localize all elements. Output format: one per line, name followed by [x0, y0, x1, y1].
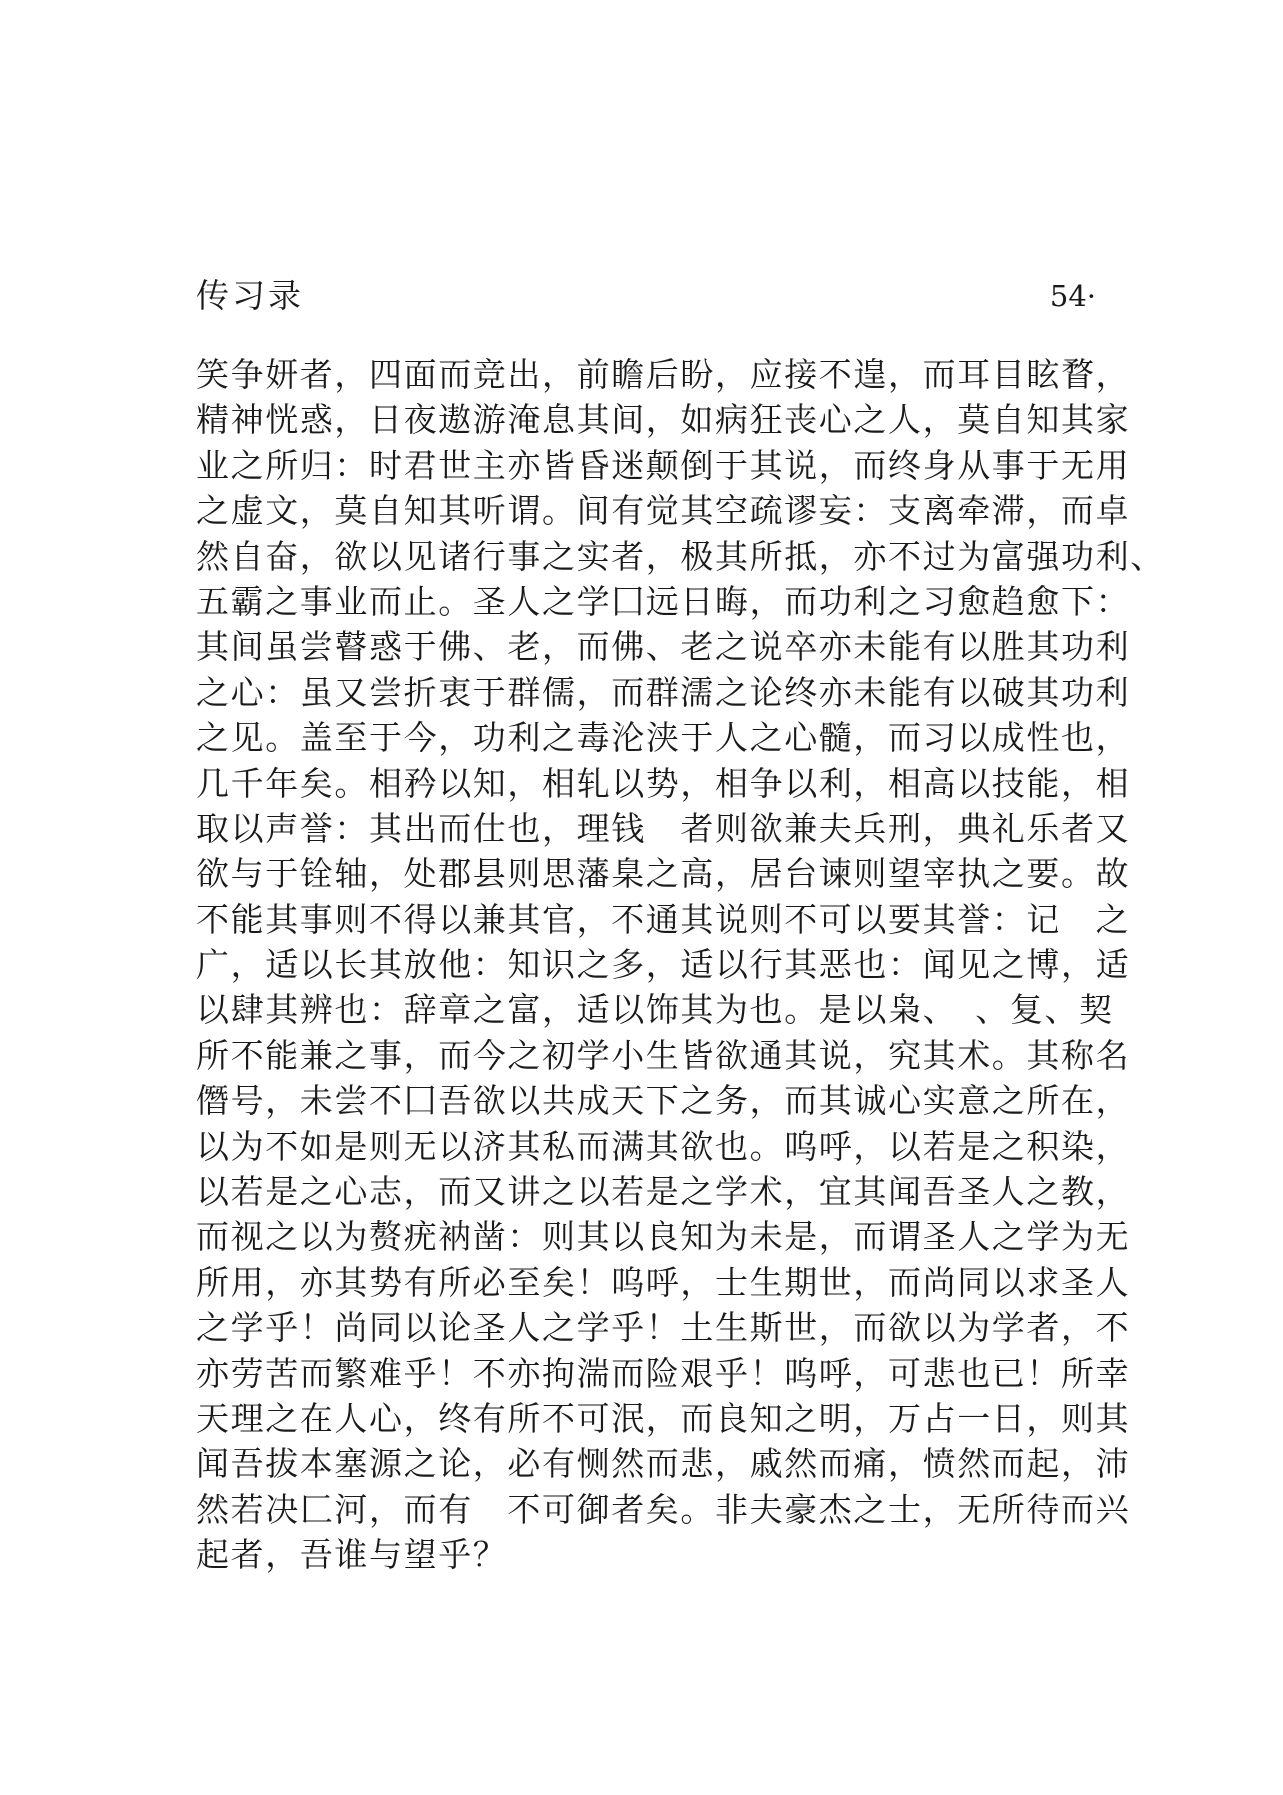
text-line: 所用，亦其势有所必至矣！呜呼，士生期世，而尚同以求圣人 [196, 1262, 1131, 1302]
text-line: 天理之在人心，终有所不可泯，而良知之明，万占一日，则其 [196, 1398, 1131, 1438]
text-line: 欲与于铨轴，处郡县则思藩臬之高，居台谏则望宰执之要。故 [196, 854, 1131, 894]
text-line: 之学乎！尚同以论圣人之学乎！土生斯世，而欲以为学者，不 [196, 1308, 1131, 1348]
body-text [196, 352, 1165, 1578]
text-line: 亦劳苦而繁难乎！不亦拘湍而险艰乎！呜呼，可悲也已！所幸 [196, 1353, 1131, 1393]
text-line: 僭号，未尝不囗吾欲以共成天下之务，而其诚心实意之所在， [196, 1081, 1131, 1121]
text-line: 然若决匚河，而有 不可御者矣。非夫豪杰之士，无所待而兴 [196, 1489, 1131, 1529]
text-line: 取以声誉：其出而仕也，理钱 者则欲兼夫兵刑，典礼乐者又 [196, 808, 1131, 848]
text-line: 五霸之事业而止。圣人之学囗远日晦，而功利之习愈趋愈下： [196, 581, 1131, 621]
text-line: 之见。盖至于今，功利之毒沦浃于人之心髓，而习以成性也， [196, 718, 1131, 758]
text-line: 精神恍惑，日夜遨游淹息其间，如病狂丧心之人，莫自知其家 [196, 400, 1131, 440]
text-line: 闻吾拔本塞源之论，必有恻然而悲，戚然而痛，愤然而起，沛 [196, 1444, 1131, 1484]
text-line: 之虚文，莫自知其听谓。间有觉其空疏谬妄：支离牵滞，而卓 [196, 491, 1131, 531]
text-line: 然自奋，欲以见诸行事之实者，极其所抵，亦不过为富强功利、 [196, 536, 1165, 576]
book-title: 传习录 [196, 276, 304, 315]
page-header [196, 272, 1096, 320]
text-line: 不能其事则不得以兼其官，不通其说则不可以要其誉：记 之 [196, 899, 1131, 939]
page-number: 54· [1049, 279, 1096, 313]
text-line: 几千年矣。相矜以知，相轧以势，相争以利，相高以技能，相 [196, 763, 1131, 803]
text-line: 以若是之心志，而又讲之以若是之学术，宜其闻吾圣人之教， [196, 1172, 1131, 1212]
text-line: 广，适以长其放他：知识之多，适以行其恶也：闻见之博，适 [196, 945, 1131, 985]
text-line: 起者，吾谁与望乎？ [196, 1535, 508, 1575]
text-line: 而视之以为赘疣衲凿：则其以良知为未是，而谓圣人之学为无 [196, 1217, 1131, 1257]
text-line: 其间虽尝瞽惑于佛、老，而佛、老之说卒亦未能有以胜其功利 [196, 627, 1131, 667]
text-line: 之心：虽又尝折衷于群儒，而群濡之论终亦未能有以破其功利 [196, 672, 1131, 712]
text-line: 业之所归：时君世主亦皆昏迷颠倒于其说，而终身从事于无用 [196, 445, 1131, 485]
text-line: 所不能兼之事，而今之初学小生皆欲通其说，究其术。其称名 [196, 1035, 1131, 1075]
text-line: 以肆其辨也：辞章之富，适以饰其为也。是以枭、 、复、契 [196, 990, 1114, 1030]
text-line: 以为不如是则无以济其私而满其欲也。呜呼，以若是之积染， [196, 1126, 1131, 1166]
text-line: 笑争妍者，四面而竞出，前瞻后盼，应接不遑，而耳目眩瞀， [196, 355, 1131, 394]
